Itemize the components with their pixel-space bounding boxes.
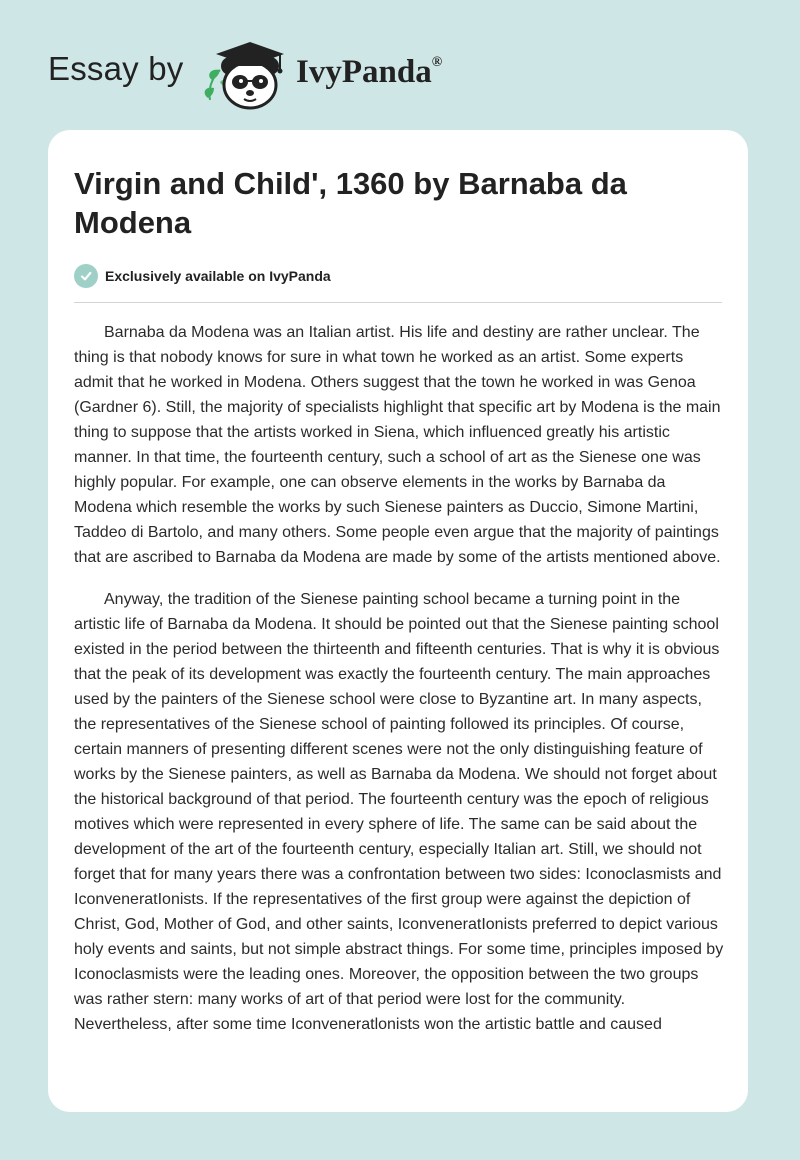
essay-body	[74, 320, 724, 1054]
essay-title: Virgin and Child', 1360 by Barnaba da Modena	[74, 166, 627, 240]
paragraph: Barnaba da Modena was an Italian artist. His life and destiny are rather unclear. The thing is that nobody knows for sure in what town he worked as an artist. Some experts admit that he worked in Modena. Others suggest that the town he worked in was Genoa (Gardner 6). Still, the majority of specialists highlight that specific art by Modena is the main thing to suppose that the artists worked in Siena, which influenced greatly his artistic manner. In that time, the fourteenth century, such a school of art as the Sienese one was highly popular. For example, one can observe elements in the works by Barnaba da Modena which resemble the works by such Sienese painters as Duccio, Simone Martini, Taddeo di Bartolo, and many others. Some people even argue that the majority of paintings that are ascribed to Barnaba da Modena are made by some of the artists mentioned above.	[74, 324, 721, 566]
divider	[74, 302, 722, 303]
ivypanda-logo-icon[interactable]	[200, 30, 292, 112]
site-header	[0, 0, 800, 120]
check-icon	[74, 264, 98, 288]
essay-by-label: Essay by	[48, 50, 184, 87]
paragraph: Anyway, the tradition of the Sienese painting school became a turning point in the artistic life of Barnaba da Modena. It should be pointed out that the Sienese painting school existed in the period between the thirteenth and fifteenth centuries. That is why it is obvious that the peak of its development was exactly the fourteenth century. The main approaches used by the painters of the Sienese school were close to Byzantine art. In many aspects, the representatives of the Sienese school of painting followed its principles. Of course, certain manners of presenting different scenes were not the only distinguishing feature of works by the Sienese painters, as well as Barnaba da Modena. We should not forget about the historical background of that period. The fourteenth century was the epoch of religious motives which were represented in every sphere of life. The same can be said about the development of the art of the fourteenth century, especially Italian art. Still, we should not forget that for many years there was a confrontation between two sides: Iconoclasmists and IconveneratIonists. If the representatives of the first group were against the depiction of Christ, God, Mother of God, and other saints, IconveneratIonists preferred to depict various holy events and saints, but not simple abstract things. For some time, principles imposed by Iconoclasmists were the leading ones. Moreover, the opposition between the two groups was rather stern: many works of art of that period were lost for the community. Nevertheless, after some time Iconveneratlonists won the artistic battle and caused	[74, 591, 724, 1033]
essay-card	[48, 130, 748, 1112]
exclusive-label: Exclusively available on IvyPanda	[105, 268, 331, 284]
exclusive-badge	[74, 263, 331, 289]
brand-text: IvyPanda	[296, 54, 432, 90]
registered-mark: ®	[431, 55, 443, 70]
brand-name[interactable]	[296, 54, 442, 91]
